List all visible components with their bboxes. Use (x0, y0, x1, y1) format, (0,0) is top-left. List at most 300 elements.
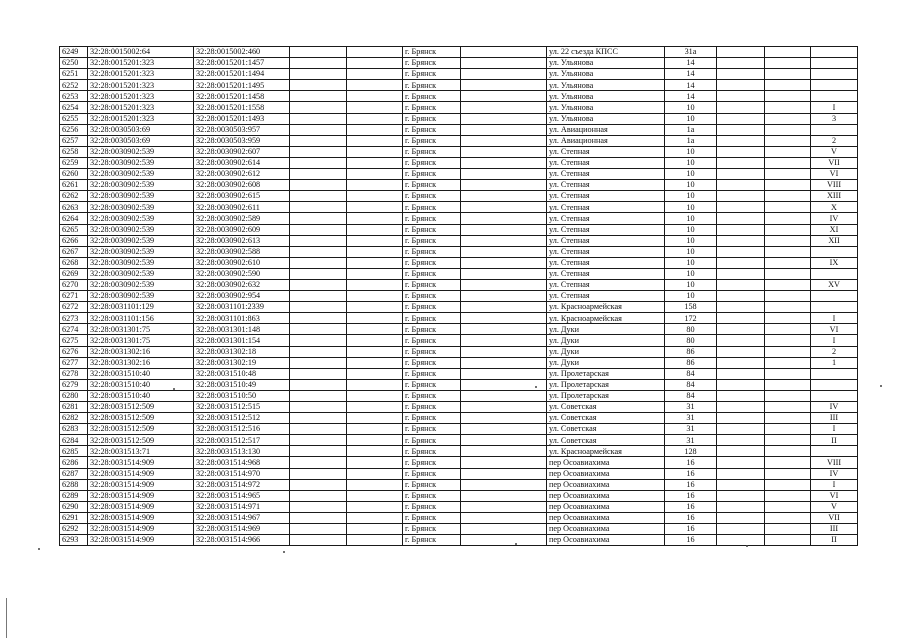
empty-cell-cell (290, 302, 347, 313)
object-cadastral-number-cell: 32:28:0031514:972 (194, 479, 290, 490)
empty-cell-cell (347, 446, 403, 457)
table-row (60, 124, 858, 135)
empty-cell-cell (347, 169, 403, 180)
empty-cell-cell (347, 490, 403, 501)
empty-cell-cell (717, 490, 765, 501)
premises-number-cell: V (811, 146, 858, 157)
row-number-cell: 6267 (60, 246, 88, 257)
street-cell: ул. Степная (547, 213, 665, 224)
table-row (60, 379, 858, 390)
row-number-cell: 6258 (60, 146, 88, 157)
table-row (60, 279, 858, 290)
city-cell: г. Брянск (403, 279, 461, 290)
row-number-cell: 6257 (60, 135, 88, 146)
premises-number-cell: I (811, 424, 858, 435)
empty-cell-cell (347, 69, 403, 80)
city-cell: г. Брянск (403, 379, 461, 390)
street-cell: пер Осоавиахима (547, 479, 665, 490)
empty-cell-cell (461, 501, 547, 512)
empty-cell-cell (717, 302, 765, 313)
empty-cell-cell (765, 435, 811, 446)
object-cadastral-number-cell: 32:28:0015201:1493 (194, 113, 290, 124)
house-number-cell: 172 (665, 313, 717, 324)
empty-cell-cell (347, 246, 403, 257)
empty-cell-cell (461, 224, 547, 235)
table-row (60, 69, 858, 80)
empty-cell-cell (461, 535, 547, 546)
row-number-cell: 6290 (60, 501, 88, 512)
empty-cell-cell (347, 257, 403, 268)
object-cadastral-number-cell: 32:28:0031301:148 (194, 324, 290, 335)
empty-cell-cell (765, 180, 811, 191)
object-cadastral-number-cell: 32:28:0031512:515 (194, 402, 290, 413)
empty-cell-cell (290, 413, 347, 424)
empty-cell-cell (461, 490, 547, 501)
house-number-cell: 10 (665, 169, 717, 180)
empty-cell-cell (347, 124, 403, 135)
house-number-cell: 31 (665, 424, 717, 435)
empty-cell-cell (717, 424, 765, 435)
empty-cell-cell (461, 379, 547, 390)
parcel-cadastral-number-cell: 32:28:0030503:69 (88, 135, 194, 146)
row-number-cell: 6253 (60, 91, 88, 102)
house-number-cell: 80 (665, 324, 717, 335)
row-number-cell: 6287 (60, 468, 88, 479)
empty-cell-cell (717, 146, 765, 157)
object-cadastral-number-cell: 32:28:0030902:615 (194, 191, 290, 202)
empty-cell-cell (765, 47, 811, 58)
row-number-cell: 6285 (60, 446, 88, 457)
street-cell: ул. Советская (547, 435, 665, 446)
premises-number-cell (811, 80, 858, 91)
empty-cell-cell (347, 524, 403, 535)
empty-cell-cell (347, 91, 403, 102)
empty-cell-cell (765, 346, 811, 357)
empty-cell-cell (717, 80, 765, 91)
empty-cell-cell (347, 202, 403, 213)
object-cadastral-number-cell: 32:28:0015201:1558 (194, 102, 290, 113)
empty-cell-cell (347, 213, 403, 224)
house-number-cell: 14 (665, 80, 717, 91)
empty-cell-cell (461, 446, 547, 457)
object-cadastral-number-cell: 32:28:0031514:968 (194, 457, 290, 468)
city-cell: г. Брянск (403, 335, 461, 346)
row-number-cell: 6279 (60, 379, 88, 390)
empty-cell-cell (717, 446, 765, 457)
empty-cell-cell (461, 346, 547, 357)
empty-cell-cell (290, 313, 347, 324)
empty-cell-cell (347, 379, 403, 390)
empty-cell-cell (717, 91, 765, 102)
empty-cell-cell (461, 268, 547, 279)
premises-number-cell: X (811, 202, 858, 213)
object-cadastral-number-cell: 32:28:0030503:957 (194, 124, 290, 135)
house-number-cell: 16 (665, 501, 717, 512)
table-row (60, 224, 858, 235)
empty-cell-cell (347, 157, 403, 168)
premises-number-cell: VIII (811, 180, 858, 191)
parcel-cadastral-number-cell: 32:28:0031101:156 (88, 313, 194, 324)
empty-cell-cell (290, 357, 347, 368)
city-cell: г. Брянск (403, 313, 461, 324)
empty-cell-cell (717, 524, 765, 535)
empty-cell-cell (290, 479, 347, 490)
parcel-cadastral-number-cell: 32:28:0031302:16 (88, 357, 194, 368)
empty-cell-cell (765, 324, 811, 335)
premises-number-cell: V (811, 501, 858, 512)
parcel-cadastral-number-cell: 32:28:0031510:40 (88, 368, 194, 379)
house-number-cell: 84 (665, 368, 717, 379)
street-cell: ул. Степная (547, 224, 665, 235)
premises-number-cell: XI (811, 224, 858, 235)
row-number-cell: 6249 (60, 47, 88, 58)
object-cadastral-number-cell: 32:28:0030902:610 (194, 257, 290, 268)
empty-cell-cell (461, 279, 547, 290)
house-number-cell: 1а (665, 135, 717, 146)
object-cadastral-number-cell: 32:28:0031514:969 (194, 524, 290, 535)
row-number-cell: 6255 (60, 113, 88, 124)
empty-cell-cell (347, 302, 403, 313)
premises-number-cell: 2 (811, 346, 858, 357)
empty-cell-cell (765, 490, 811, 501)
empty-cell-cell (461, 424, 547, 435)
empty-cell-cell (290, 146, 347, 157)
house-number-cell: 10 (665, 191, 717, 202)
table-row (60, 368, 858, 379)
table-row (60, 413, 858, 424)
empty-cell-cell (290, 512, 347, 523)
city-cell: г. Брянск (403, 413, 461, 424)
street-cell: пер Осоавиахима (547, 501, 665, 512)
parcel-cadastral-number-cell: 32:28:0031512:509 (88, 413, 194, 424)
street-cell: ул. Ульянова (547, 113, 665, 124)
table-row (60, 501, 858, 512)
table-row (60, 202, 858, 213)
object-cadastral-number-cell: 32:28:0031302:18 (194, 346, 290, 357)
empty-cell-cell (717, 235, 765, 246)
premises-number-cell: I (811, 102, 858, 113)
house-number-cell: 10 (665, 213, 717, 224)
empty-cell-cell (461, 202, 547, 213)
street-cell: ул. Дуки (547, 335, 665, 346)
empty-cell-cell (461, 235, 547, 246)
empty-cell-cell (347, 457, 403, 468)
city-cell: г. Брянск (403, 113, 461, 124)
city-cell: г. Брянск (403, 213, 461, 224)
empty-cell-cell (347, 413, 403, 424)
city-cell: г. Брянск (403, 402, 461, 413)
premises-number-cell (811, 58, 858, 69)
premises-number-cell (811, 246, 858, 257)
city-cell: г. Брянск (403, 468, 461, 479)
empty-cell-cell (717, 124, 765, 135)
object-cadastral-number-cell: 32:28:0030902:608 (194, 180, 290, 191)
premises-number-cell: XII (811, 235, 858, 246)
empty-cell-cell (461, 135, 547, 146)
parcel-cadastral-number-cell: 32:28:0015201:323 (88, 69, 194, 80)
street-cell: ул. Пролетарская (547, 368, 665, 379)
empty-cell-cell (717, 346, 765, 357)
scan-speck (880, 385, 882, 387)
empty-cell-cell (717, 169, 765, 180)
parcel-cadastral-number-cell: 32:28:0015002:64 (88, 47, 194, 58)
empty-cell-cell (461, 213, 547, 224)
house-number-cell: 80 (665, 335, 717, 346)
empty-cell-cell (290, 224, 347, 235)
empty-cell-cell (461, 313, 547, 324)
empty-cell-cell (461, 468, 547, 479)
street-cell: ул. Дуки (547, 357, 665, 368)
empty-cell-cell (765, 80, 811, 91)
table-row (60, 257, 858, 268)
house-number-cell: 31 (665, 413, 717, 424)
street-cell: ул. Красноармейская (547, 446, 665, 457)
row-number-cell: 6282 (60, 413, 88, 424)
scan-edge-mark (6, 598, 7, 638)
object-cadastral-number-cell: 32:28:0031514:965 (194, 490, 290, 501)
house-number-cell: 10 (665, 224, 717, 235)
city-cell: г. Брянск (403, 357, 461, 368)
parcel-cadastral-number-cell: 32:28:0030902:539 (88, 191, 194, 202)
empty-cell-cell (765, 58, 811, 69)
table-row (60, 246, 858, 257)
row-number-cell: 6259 (60, 157, 88, 168)
table-row (60, 457, 858, 468)
city-cell: г. Брянск (403, 268, 461, 279)
empty-cell-cell (717, 413, 765, 424)
table-row (60, 402, 858, 413)
empty-cell-cell (717, 468, 765, 479)
empty-cell-cell (461, 324, 547, 335)
premises-number-cell: VI (811, 324, 858, 335)
parcel-cadastral-number-cell: 32:28:0015201:323 (88, 113, 194, 124)
row-number-cell: 6291 (60, 512, 88, 523)
premises-number-cell: III (811, 413, 858, 424)
parcel-cadastral-number-cell: 32:28:0030902:539 (88, 202, 194, 213)
row-number-cell: 6292 (60, 524, 88, 535)
empty-cell-cell (717, 135, 765, 146)
row-number-cell: 6252 (60, 80, 88, 91)
parcel-cadastral-number-cell: 32:28:0030902:539 (88, 224, 194, 235)
empty-cell-cell (290, 446, 347, 457)
empty-cell-cell (347, 180, 403, 191)
empty-cell-cell (290, 424, 347, 435)
city-cell: г. Брянск (403, 324, 461, 335)
parcel-cadastral-number-cell: 32:28:0031514:909 (88, 457, 194, 468)
table-row (60, 390, 858, 401)
street-cell: пер Осоавиахима (547, 457, 665, 468)
row-number-cell: 6284 (60, 435, 88, 446)
object-cadastral-number-cell: 32:28:0031101:2339 (194, 302, 290, 313)
premises-number-cell: IX (811, 257, 858, 268)
empty-cell-cell (290, 69, 347, 80)
parcel-cadastral-number-cell: 32:28:0030902:539 (88, 146, 194, 157)
row-number-cell: 6266 (60, 235, 88, 246)
object-cadastral-number-cell: 32:28:0030902:588 (194, 246, 290, 257)
table-row (60, 113, 858, 124)
row-number-cell: 6264 (60, 213, 88, 224)
empty-cell-cell (765, 124, 811, 135)
empty-cell-cell (290, 490, 347, 501)
empty-cell-cell (461, 368, 547, 379)
empty-cell-cell (347, 390, 403, 401)
house-number-cell: 10 (665, 279, 717, 290)
empty-cell-cell (290, 47, 347, 58)
row-number-cell: 6277 (60, 357, 88, 368)
street-cell: ул. Ульянова (547, 80, 665, 91)
city-cell: г. Брянск (403, 69, 461, 80)
table-row (60, 446, 858, 457)
city-cell: г. Брянск (403, 524, 461, 535)
premises-number-cell (811, 379, 858, 390)
empty-cell-cell (290, 135, 347, 146)
parcel-cadastral-number-cell: 32:28:0030902:539 (88, 257, 194, 268)
premises-number-cell (811, 302, 858, 313)
city-cell: г. Брянск (403, 169, 461, 180)
object-cadastral-number-cell: 32:28:0031510:48 (194, 368, 290, 379)
row-number-cell: 6275 (60, 335, 88, 346)
empty-cell-cell (461, 180, 547, 191)
empty-cell-cell (717, 257, 765, 268)
empty-cell-cell (290, 291, 347, 302)
parcel-cadastral-number-cell: 32:28:0030902:539 (88, 235, 194, 246)
street-cell: пер Осоавиахима (547, 468, 665, 479)
house-number-cell: 14 (665, 69, 717, 80)
table-row (60, 346, 858, 357)
house-number-cell: 16 (665, 468, 717, 479)
premises-number-cell: IV (811, 468, 858, 479)
premises-number-cell: 3 (811, 113, 858, 124)
object-cadastral-number-cell: 32:28:0031514:971 (194, 501, 290, 512)
city-cell: г. Брянск (403, 424, 461, 435)
empty-cell-cell (347, 368, 403, 379)
row-number-cell: 6281 (60, 402, 88, 413)
parcel-cadastral-number-cell: 32:28:0031301:75 (88, 335, 194, 346)
parcel-cadastral-number-cell: 32:28:0030902:539 (88, 246, 194, 257)
city-cell: г. Брянск (403, 102, 461, 113)
house-number-cell: 128 (665, 446, 717, 457)
street-cell: ул. Ульянова (547, 91, 665, 102)
premises-number-cell: IV (811, 402, 858, 413)
empty-cell-cell (290, 268, 347, 279)
city-cell: г. Брянск (403, 490, 461, 501)
empty-cell-cell (461, 58, 547, 69)
empty-cell-cell (347, 47, 403, 58)
house-number-cell: 10 (665, 202, 717, 213)
street-cell: ул. Степная (547, 235, 665, 246)
empty-cell-cell (347, 402, 403, 413)
table-row (60, 91, 858, 102)
table-row (60, 135, 858, 146)
empty-cell-cell (290, 501, 347, 512)
house-number-cell: 10 (665, 246, 717, 257)
table-row (60, 235, 858, 246)
table-row (60, 157, 858, 168)
empty-cell-cell (461, 102, 547, 113)
city-cell: г. Брянск (403, 180, 461, 191)
row-number-cell: 6270 (60, 279, 88, 290)
parcel-cadastral-number-cell: 32:28:0031514:909 (88, 512, 194, 523)
row-number-cell: 6274 (60, 324, 88, 335)
empty-cell-cell (765, 279, 811, 290)
house-number-cell: 16 (665, 524, 717, 535)
parcel-cadastral-number-cell: 32:28:0030902:539 (88, 279, 194, 290)
street-cell: ул. Красноармейская (547, 302, 665, 313)
street-cell: ул. Ульянова (547, 69, 665, 80)
street-cell: ул. Пролетарская (547, 390, 665, 401)
house-number-cell: 1а (665, 124, 717, 135)
parcel-cadastral-number-cell: 32:28:0015201:323 (88, 80, 194, 91)
empty-cell-cell (717, 535, 765, 546)
empty-cell-cell (290, 113, 347, 124)
empty-cell-cell (290, 80, 347, 91)
street-cell: ул. Степная (547, 257, 665, 268)
parcel-cadastral-number-cell: 32:28:0031302:16 (88, 346, 194, 357)
empty-cell-cell (290, 169, 347, 180)
street-cell: ул. Ульянова (547, 102, 665, 113)
empty-cell-cell (290, 368, 347, 379)
empty-cell-cell (461, 291, 547, 302)
empty-cell-cell (765, 113, 811, 124)
city-cell: г. Брянск (403, 435, 461, 446)
empty-cell-cell (290, 213, 347, 224)
object-cadastral-number-cell: 32:28:0030902:632 (194, 279, 290, 290)
street-cell: ул. Советская (547, 413, 665, 424)
city-cell: г. Брянск (403, 157, 461, 168)
table-row (60, 512, 858, 523)
object-cadastral-number-cell: 32:28:0030902:612 (194, 169, 290, 180)
city-cell: г. Брянск (403, 291, 461, 302)
empty-cell-cell (765, 268, 811, 279)
city-cell: г. Брянск (403, 47, 461, 58)
house-number-cell: 84 (665, 390, 717, 401)
empty-cell-cell (290, 324, 347, 335)
premises-number-cell (811, 390, 858, 401)
table-row (60, 191, 858, 202)
empty-cell-cell (717, 213, 765, 224)
empty-cell-cell (461, 302, 547, 313)
empty-cell-cell (717, 479, 765, 490)
empty-cell-cell (717, 69, 765, 80)
empty-cell-cell (461, 47, 547, 58)
premises-number-cell: VI (811, 169, 858, 180)
object-cadastral-number-cell: 32:28:0031512:516 (194, 424, 290, 435)
object-cadastral-number-cell: 32:28:0015002:460 (194, 47, 290, 58)
premises-number-cell: VI (811, 490, 858, 501)
street-cell: ул. Ульянова (547, 58, 665, 69)
street-cell: ул. Степная (547, 146, 665, 157)
premises-number-cell: II (811, 435, 858, 446)
empty-cell-cell (347, 235, 403, 246)
address-register-table (59, 46, 858, 546)
empty-cell-cell (290, 246, 347, 257)
city-cell: г. Брянск (403, 257, 461, 268)
empty-cell-cell (290, 202, 347, 213)
empty-cell-cell (461, 80, 547, 91)
parcel-cadastral-number-cell: 32:28:0030902:539 (88, 157, 194, 168)
object-cadastral-number-cell: 32:28:0031510:49 (194, 379, 290, 390)
street-cell: пер Осоавиахима (547, 535, 665, 546)
empty-cell-cell (290, 102, 347, 113)
row-number-cell: 6286 (60, 457, 88, 468)
empty-cell-cell (461, 169, 547, 180)
object-cadastral-number-cell: 32:28:0030902:590 (194, 268, 290, 279)
city-cell: г. Брянск (403, 346, 461, 357)
table-row (60, 324, 858, 335)
empty-cell-cell (461, 146, 547, 157)
empty-cell-cell (347, 279, 403, 290)
premises-number-cell: I (811, 335, 858, 346)
